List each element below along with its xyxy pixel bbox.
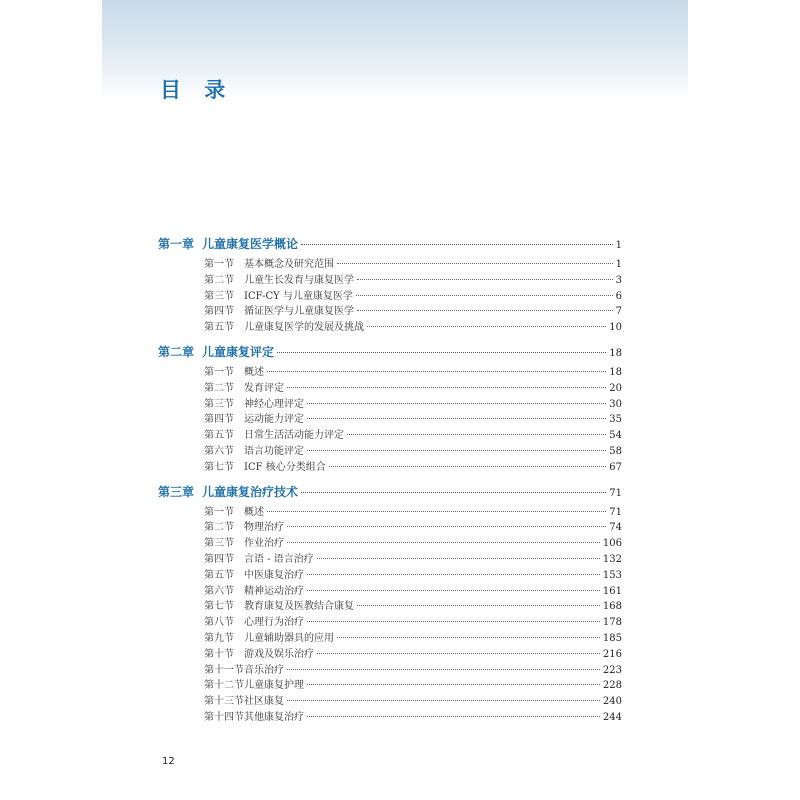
section-entry[interactable]: [158, 426, 622, 442]
section-page-number: 58: [609, 445, 622, 457]
chapter-block: [158, 235, 622, 334]
section-number: 第一节: [204, 506, 234, 518]
dot-leader: [307, 716, 600, 717]
section-number: 第六节: [204, 445, 234, 457]
section-title: 儿童康复医学的发展及挑战: [244, 322, 364, 334]
section-page-number: 30: [609, 398, 622, 410]
chapter-number: 第二章: [158, 344, 195, 359]
section-entry[interactable]: [158, 550, 622, 566]
section-entry[interactable]: [158, 566, 622, 582]
section-entry[interactable]: [158, 692, 622, 708]
section-number: 第十四节: [204, 711, 244, 723]
dot-leader: [357, 310, 613, 311]
section-entry[interactable]: [158, 302, 622, 318]
section-entry[interactable]: [158, 458, 622, 474]
section-number: 第五节: [204, 569, 234, 581]
section-title: 心理行为治疗: [244, 617, 304, 629]
dot-leader: [307, 450, 606, 451]
section-page-number: 223: [602, 664, 622, 676]
section-title: 语言功能评定: [244, 445, 304, 457]
section-page-number: 185: [602, 632, 622, 644]
section-page-number: 244: [602, 711, 622, 723]
chapter-page-number: 1: [615, 240, 622, 251]
section-page-number: 3: [615, 274, 622, 286]
table-of-contents: [158, 235, 622, 733]
section-entry[interactable]: [158, 613, 622, 629]
section-number: 第五节: [204, 322, 234, 334]
dot-leader: [357, 605, 600, 606]
chapter-page-number: 18: [609, 347, 622, 359]
section-entry[interactable]: [158, 518, 622, 534]
section-number: 第四节: [204, 414, 234, 426]
section-number: 第四节: [204, 306, 234, 318]
dot-leader: [307, 621, 600, 622]
section-number: 第二节: [204, 522, 234, 534]
dot-leader: [277, 352, 606, 353]
section-title: 中医康复治疗: [244, 569, 304, 581]
section-number: 第九节: [204, 632, 234, 644]
section-number: 第二节: [204, 382, 234, 394]
section-title: 音乐治疗: [244, 664, 284, 676]
section-title: 发育评定: [244, 382, 284, 394]
section-number: 第十节: [204, 648, 234, 660]
section-page-number: 216: [602, 648, 622, 660]
section-entry[interactable]: [158, 708, 622, 724]
dot-leader: [356, 295, 613, 296]
section-entry[interactable]: [158, 503, 622, 519]
section-title: ICF-CY 与儿童康复医学: [244, 290, 353, 302]
section-title: 循证医学与儿童康复医学: [244, 306, 354, 318]
section-title: 儿童生长发育与康复医学: [244, 274, 354, 286]
chapter-entry[interactable]: [158, 483, 622, 500]
page-number: 12: [162, 756, 175, 767]
section-title: 概述: [244, 506, 264, 518]
chapter-title: 儿童康复医学概论: [202, 237, 299, 251]
section-page-number: 6: [615, 290, 622, 302]
chapter-page-number: 71: [609, 487, 622, 499]
section-title: 儿童康复护理: [244, 680, 304, 692]
section-page-number: 1: [615, 259, 622, 270]
section-entry[interactable]: [158, 318, 622, 334]
chapter-number: 第三章: [158, 484, 195, 499]
section-title: 言语 - 语言治疗: [244, 553, 314, 565]
chapter-title: 儿童康复治疗技术: [202, 484, 299, 499]
section-number: 第七节: [204, 461, 234, 473]
section-entry[interactable]: [158, 442, 622, 458]
section-number: 第八节: [204, 617, 234, 629]
section-number: 第一节: [204, 366, 234, 378]
section-title: 运动能力评定: [244, 414, 304, 426]
section-page-number: 35: [609, 414, 622, 426]
section-number: 第三节: [204, 290, 234, 302]
section-entry[interactable]: [158, 629, 622, 645]
page-title: 目 录: [160, 78, 234, 102]
section-number: 第五节: [204, 430, 234, 442]
section-title: 儿童辅助器具的应用: [244, 632, 334, 644]
section-title: 其他康复治疗: [244, 711, 304, 723]
section-entry[interactable]: [158, 363, 622, 379]
section-number: 第十三节: [204, 696, 244, 708]
section-page-number: 10: [609, 322, 622, 334]
section-title: 游戏及娱乐治疗: [244, 648, 314, 660]
section-page-number: 20: [609, 382, 622, 394]
section-page-number: 74: [609, 522, 622, 534]
dot-leader: [357, 279, 613, 280]
section-title: ICF 核心分类组合: [244, 461, 326, 473]
section-page-number: 178: [602, 617, 622, 629]
dot-leader: [287, 526, 606, 527]
dot-leader: [347, 434, 606, 435]
section-entry[interactable]: [158, 645, 622, 661]
dot-leader: [267, 511, 606, 512]
section-page-number: 153: [602, 569, 622, 581]
chapter-entry[interactable]: [158, 343, 622, 360]
section-title: 物理治疗: [244, 522, 284, 534]
dot-leader: [307, 574, 600, 575]
dot-leader: [301, 492, 606, 493]
section-title: 社区康复: [244, 696, 284, 708]
dot-leader: [287, 387, 606, 388]
section-entry[interactable]: [158, 395, 622, 411]
section-title: 基本概念及研究范围: [244, 259, 334, 270]
section-number: 第七节: [204, 601, 234, 613]
section-page-number: 228: [602, 680, 622, 692]
dot-leader: [317, 558, 600, 559]
section-page-number: 18: [609, 366, 622, 378]
section-page-number: 168: [602, 601, 622, 613]
section-page-number: 7: [615, 306, 622, 318]
chapter-title: 儿童康复评定: [202, 344, 275, 359]
section-title: 教育康复及医教结合康复: [244, 601, 354, 613]
section-entry[interactable]: [158, 255, 622, 271]
chapter-block: [158, 483, 622, 724]
section-number: 第三节: [204, 538, 234, 550]
section-title: 神经心理评定: [244, 398, 304, 410]
section-entry[interactable]: [158, 410, 622, 426]
dot-leader: [317, 653, 600, 654]
section-number: 第十二节: [204, 680, 244, 692]
section-page-number: 240: [602, 696, 622, 708]
dot-leader: [267, 371, 606, 372]
section-page-number: 71: [609, 506, 622, 518]
dot-leader: [287, 669, 600, 670]
section-title: 精神运动治疗: [244, 585, 304, 597]
section-title: 作业治疗: [244, 538, 284, 550]
dot-leader: [307, 418, 606, 419]
dot-leader: [287, 542, 600, 543]
section-entry[interactable]: [158, 379, 622, 395]
section-entry[interactable]: [158, 676, 622, 692]
section-entry[interactable]: [158, 582, 622, 598]
section-number: 第三节: [204, 398, 234, 410]
section-title: 概述: [244, 366, 264, 378]
chapter-number: 第一章: [158, 237, 195, 251]
section-page-number: 106: [602, 538, 622, 550]
section-number: 第六节: [204, 585, 234, 597]
chapter-entry[interactable]: [158, 235, 622, 252]
dot-leader: [307, 403, 606, 404]
section-page-number: 67: [609, 461, 622, 473]
section-entry[interactable]: [158, 597, 622, 613]
section-entry[interactable]: [158, 534, 622, 550]
section-number: 第一节: [204, 259, 234, 270]
section-page-number: 161: [602, 585, 622, 597]
dot-leader: [301, 244, 613, 245]
chapter-block: [158, 343, 622, 474]
dot-leader: [367, 326, 606, 327]
section-entry[interactable]: [158, 287, 622, 303]
section-entry[interactable]: [158, 661, 622, 677]
section-page-number: 132: [602, 553, 622, 565]
section-entry[interactable]: [158, 271, 622, 287]
section-number: 第二节: [204, 274, 234, 286]
section-number: 第十一节: [204, 664, 244, 676]
dot-leader: [287, 700, 600, 701]
dot-leader: [307, 684, 600, 685]
book-page: [102, 0, 688, 800]
section-number: 第四节: [204, 553, 234, 565]
dot-leader: [329, 466, 607, 467]
dot-leader: [337, 637, 600, 638]
section-title: 日常生活活动能力评定: [244, 430, 344, 442]
dot-leader: [337, 263, 613, 264]
dot-leader: [307, 590, 600, 591]
section-page-number: 54: [609, 430, 622, 442]
